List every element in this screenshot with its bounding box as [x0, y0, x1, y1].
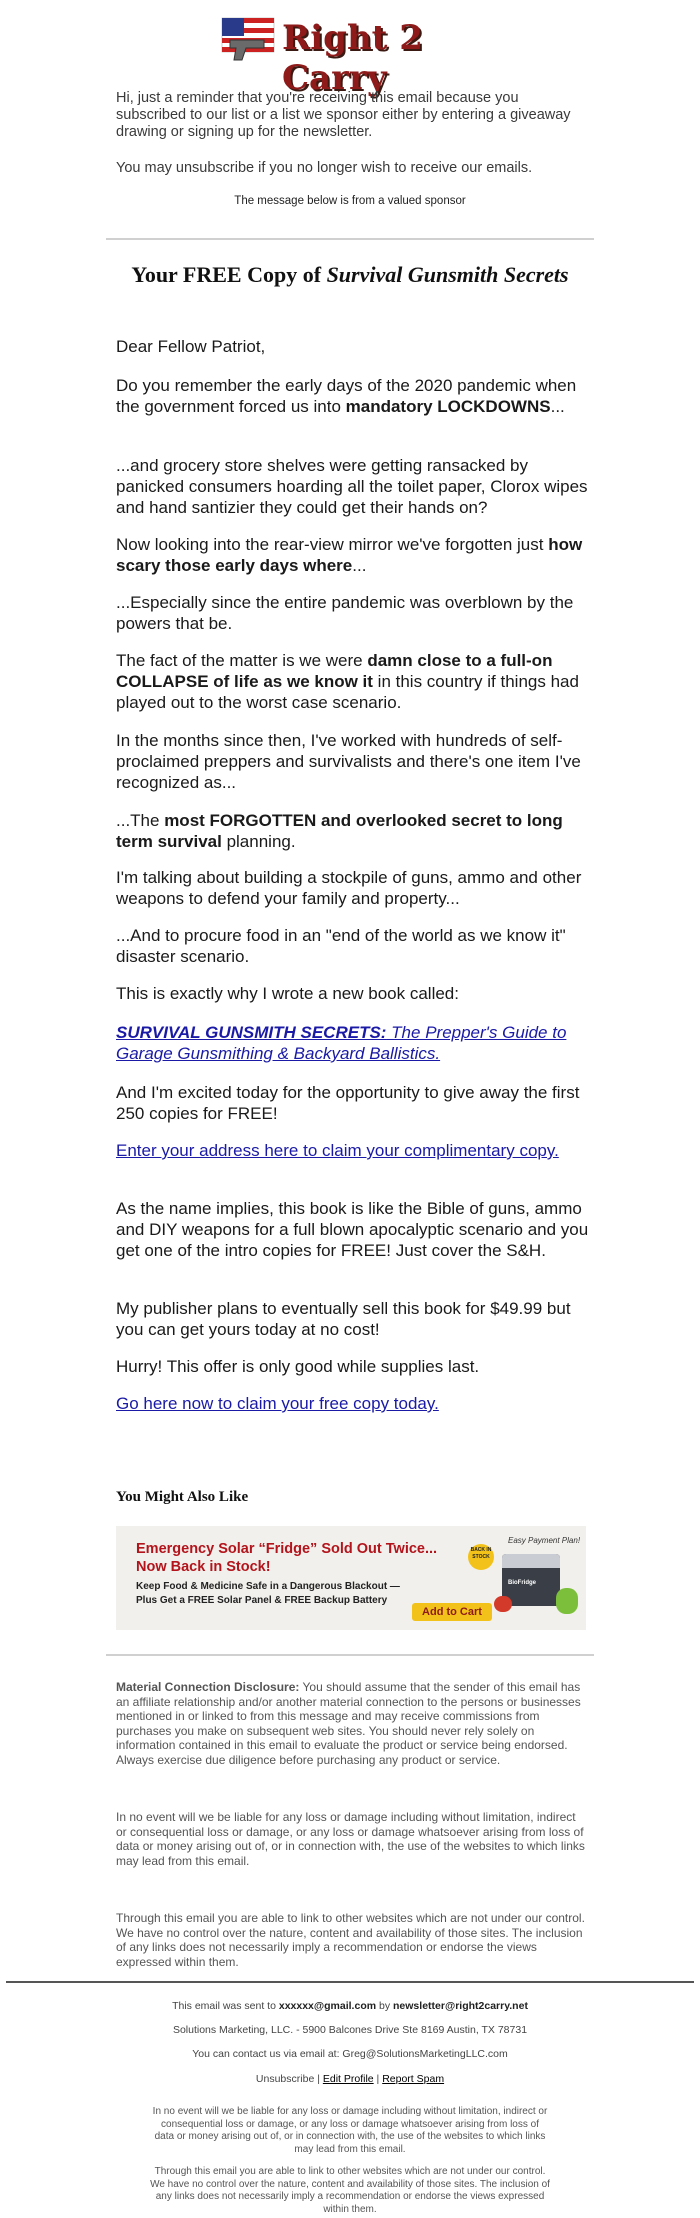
add-to-cart-button[interactable]: Add to Cart: [412, 1603, 492, 1621]
sponsor-note: The message below is from a valued sponsor: [234, 195, 466, 207]
paragraph-7: [116, 810, 592, 852]
links-disclaimer: Through this email you are able to link to other websites which are not under our control. We have no control over the nature, content and availability of those sites. The inclusion of any links does not necessarily imply a recommendation or endorse the views expressed within them.: [116, 1911, 585, 1969]
text: ...: [352, 556, 367, 575]
paragraph-8: I'm talking about building a stockpile of guns, ammo and other weapons to defend your family and property...: [116, 868, 582, 908]
edit-profile-link[interactable]: Edit Profile: [322, 2073, 374, 2085]
unsubscribe-notice: You may unsubscribe if you no longer wish to receive our emails.: [116, 160, 533, 176]
text-bold: how scary those early days where: [116, 535, 583, 575]
right2carry-logo[interactable]: [216, 10, 486, 98]
sent-to-line: [0, 2000, 700, 2013]
text: in this country if things had played out to the worst case scenario.: [116, 672, 579, 712]
text: The fact of the matter is we were: [116, 651, 368, 670]
recommend-heading: You Might Also Like: [116, 1489, 249, 1505]
back-in-stock-badge: BACK IN STOCK: [468, 1544, 494, 1570]
ad-headline-line-2[interactable]: Now Back in Stock!: [136, 1559, 271, 1575]
book-link-subtitle[interactable]: The Prepper's Guide to Garage Gunsmithing & Backyard Ballistics.: [116, 1023, 567, 1063]
text: Do you remember the early days of the 2020 pandemic when the government forced us into: [116, 376, 577, 416]
article-title: [130, 261, 570, 289]
paragraph-1: [116, 375, 592, 417]
fridge-brand: BioFridge: [508, 1580, 536, 1586]
text-bold: most FORGOTTEN and overlooked secret to long term survival: [116, 811, 563, 851]
text: by: [376, 2000, 394, 2012]
footer-divider: [6, 1981, 694, 1983]
text: ...The: [116, 811, 165, 830]
paragraph-5: [116, 650, 592, 713]
paragraph-10: This is exactly why I wrote a new book called:: [116, 984, 459, 1003]
divider: [106, 238, 594, 240]
text: planning.: [221, 832, 296, 851]
paragraph-11: And I'm excited today for the opportunity to give away the first 250 copies for FREE!: [116, 1083, 580, 1123]
flag-gun-icon: [216, 10, 286, 72]
footer-links-disclaimer: Through this email you are able to link to other websites which are not under our control. We have no control over the nature, content and availability of those sites. The inclusion of any links does not necessarily imply a recommendation or endorse the views expressed within them.: [150, 2166, 550, 2215]
footer-liability: In no event will we be liable for any loss or damage including without limitation, indirect or consequential loss or damage, or any loss or damage whatsoever arising from loss of data or money arising out of, or in connection with, the use of the websites to which links may lead from this email.: [152, 2106, 548, 2155]
company-address: Solutions Marketing, LLC. - 5900 Balcones Drive Ste 8169 Austin, TX 78731: [172, 2024, 528, 2036]
contact-line: You can contact us via email at: Greg@SolutionsMarketingLLC.com: [192, 2048, 508, 2060]
claim-link[interactable]: Enter your address here to claim your complimentary copy.: [116, 1141, 559, 1160]
paragraph-2: ...and grocery store shelves were getting ransacked by panicked consumers hoarding all the toilet paper, Clorox wipes and hand santizier they could get their hands on?: [116, 456, 588, 517]
greeting: Dear Fellow Patriot,: [116, 337, 266, 356]
paragraph-13: My publisher plans to eventually sell this book for $49.99 but you can get yours today at no cost!: [116, 1299, 571, 1339]
tomato-image: [494, 1596, 512, 1612]
paragraph-14: Hurry! This offer is only good while supplies last.: [116, 1357, 480, 1376]
text: Now looking into the rear-view mirror we've forgotten just: [116, 535, 549, 554]
vegetables-image: [556, 1588, 578, 1614]
text: This email was sent to: [172, 2000, 279, 2012]
payment-plan-note: Easy Payment Plan!: [508, 1536, 581, 1545]
free-copy-link[interactable]: Go here now to claim your free copy today.: [116, 1394, 439, 1413]
ad-subtext-line-1[interactable]: Keep Food & Medicine Safe in a Dangerous Blackout —: [136, 1581, 400, 1592]
paragraph-6: In the months since then, I've worked with hundreds of self-proclaimed preppers and survivalists and there's one item I've recognized as...: [116, 731, 581, 792]
disclosure-label: Material Connection Disclosure:: [116, 1680, 300, 1694]
unsubscribe-link[interactable]: Unsubscribe: [255, 2073, 315, 2085]
footer-links: [0, 2073, 700, 2086]
recipient-email: xxxxxx@gmail.com: [278, 2000, 377, 2012]
ad-subtext[interactable]: [136, 1580, 436, 1608]
text: ...: [550, 397, 565, 416]
ad-headline[interactable]: [136, 1540, 456, 1576]
fridge-lid: [502, 1554, 560, 1568]
paragraph-3: [116, 534, 592, 576]
report-spam-link[interactable]: Report Spam: [382, 2073, 445, 2085]
disclosure-text: You should assume that the sender of this email has an affiliate relationship and/or another material connection to the persons or businesses mentioned in or linked to from this message and may receive commissions from purchases you make on subsequent web sites. You should never rely solely on information contained in this email to evaluate the product or service being endorsed. Always exercise due diligence before purchasing any product or service.: [116, 1680, 581, 1767]
title-italic: Survival Gunsmith Secrets: [326, 262, 569, 287]
ad-headline-line-1[interactable]: Emergency Solar “Fridge” Sold Out Twice...: [136, 1541, 438, 1557]
ad-subtext-line-2[interactable]: Plus Get a FREE Solar Panel & FREE Backup Battery: [136, 1595, 388, 1606]
liability-disclaimer: In no event will we be liable for any loss or damage including without limitation, indirect or consequential loss or damage, or any loss or damage whatsoever arising from loss of data or money arising out of, or in connection with, the use of the websites to which links may lead from this email.: [116, 1810, 585, 1868]
separator: |: [314, 2073, 323, 2085]
sender-email[interactable]: newsletter@right2carry.net: [393, 2000, 528, 2012]
book-link-title[interactable]: SURVIVAL GUNSMITH SECRETS:: [116, 1023, 387, 1042]
intro-notice: Hi, just a reminder that you're receiving this email because you subscribed to our list or a list we sponsor either by entering a giveaway drawing or signing up for the newsletter.: [116, 90, 571, 140]
title-plain: Your FREE Copy of: [131, 262, 327, 287]
solar-fridge-ad[interactable]: [116, 1526, 586, 1630]
paragraph-4: ...Especially since the entire pandemic was overblown by the powers that be.: [116, 593, 574, 633]
paragraph-12: As the name implies, this book is like the Bible of guns, ammo and DIY weapons for a full blown apocalyptic scenario and you get one of the intro copies for FREE! Just cover the S&H.: [116, 1199, 589, 1260]
logo-text: Right 2 Carry: [282, 18, 423, 98]
material-disclosure: [116, 1680, 586, 1767]
solar-fridge-image[interactable]: [502, 1554, 560, 1606]
separator: |: [373, 2073, 383, 2085]
paragraph-9: ...And to procure food in an "end of the world as we know it" disaster scenario.: [116, 926, 566, 966]
text-bold: damn close to a full-on COLLAPSE of life as we know it: [116, 651, 553, 691]
book-link[interactable]: [116, 1022, 592, 1064]
text-bold: mandatory LOCKDOWNS: [345, 397, 551, 416]
divider: [106, 1654, 594, 1656]
